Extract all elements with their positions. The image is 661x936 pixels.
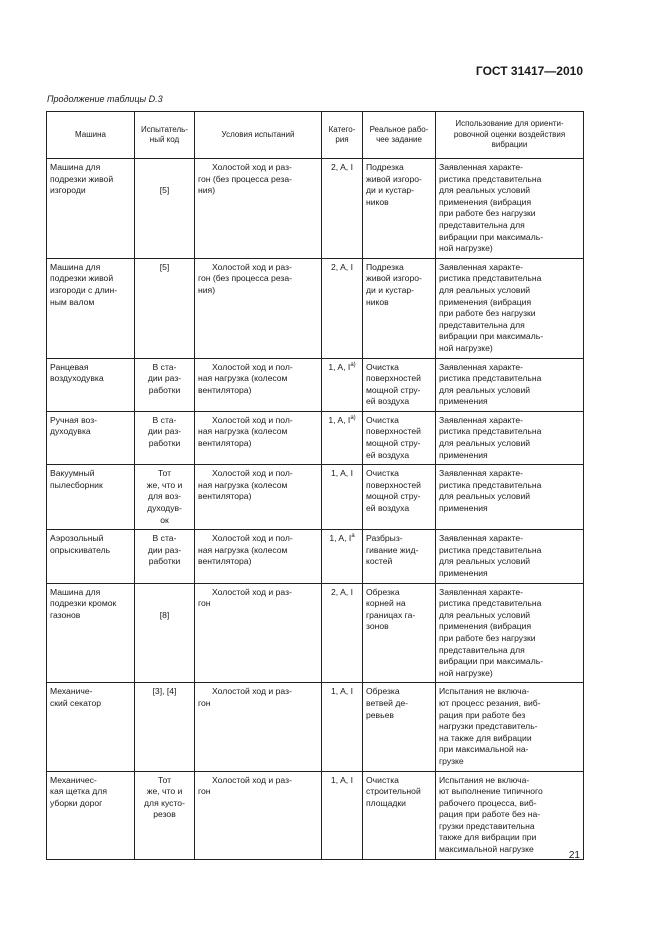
cell-category (322, 465, 363, 530)
cell-test-conditions: Холостой ход и раз- гон (без процесса реза- ния) (195, 258, 322, 358)
table-row (47, 258, 584, 358)
cell-machine: Машина для подрезки кромок газонов (47, 583, 135, 683)
category-footnote: a (351, 533, 355, 540)
cell-test-code: [5] (135, 159, 195, 259)
cell-real-task: Обрезка ветвей де- ревьев (363, 683, 436, 771)
cell-vibration-use: Испытания не включа- ют процесс резания, виб- рация при работе без нагрузки представитель- на также для вибрации при максимальной на- грузке (436, 683, 584, 771)
cell-vibration-use: Заявленная характе- ристика представительна для реальных условий применения (436, 465, 584, 530)
cell-test-conditions: Холостой ход и раз- гон (195, 683, 322, 771)
cell-test-conditions: Холостой ход и раз- гон (195, 583, 322, 683)
vibration-table (46, 111, 584, 860)
cell-test-code: В ста- дии раз- работки (135, 411, 195, 464)
category-footnote: a) (350, 415, 356, 422)
category-value: 1, A, I (329, 533, 352, 544)
cell-machine: Механичес- кая щетка для уборки дорог (47, 771, 135, 859)
cell-vibration-use: Заявленная характе- ристика представительна для реальных условий применения (вибрация при работе без нагрузки представительна для вибрации при максималь- ной нагрузке) (436, 583, 584, 683)
cell-machine: Аэрозольный опрыскиватель (47, 530, 135, 583)
table-header-row (47, 112, 584, 159)
cell-machine: Ранцевая воздуходувка (47, 358, 135, 411)
cell-vibration-use: Заявленная характе- ристика представительна для реальных условий применения (вибрация при работе без нагрузки представительна для вибрации при максималь- ной нагрузке) (436, 159, 584, 259)
cell-test-conditions: Холостой ход и пол- ная нагрузка (колесом вентилятора) (195, 465, 322, 530)
table-row (47, 358, 584, 411)
cell-test-conditions: Холостой ход и раз- гон (195, 771, 322, 859)
cell-real-task: Очистка поверхностей мощной стру- ей воздуха (363, 411, 436, 464)
cell-real-task: Подрезка живой изгоро- ди и кустар- ников (363, 258, 436, 358)
category-footnote: a) (350, 361, 356, 368)
column-header-test-conditions: Условия испытаний (195, 112, 322, 159)
cell-test-conditions: Холостой ход и пол- ная нагрузка (колесом вентилятора) (195, 358, 322, 411)
table-row (47, 411, 584, 464)
cell-category (322, 683, 363, 771)
table-row (47, 159, 584, 259)
cell-machine: Ручная воз- духодувка (47, 411, 135, 464)
category-value: 1, A, I (331, 468, 353, 479)
cell-category (322, 411, 363, 464)
cell-category (322, 771, 363, 859)
cell-test-code: [3], [4] (135, 683, 195, 771)
cell-real-task: Очистка поверхностей мощной стру- ей воздуха (363, 465, 436, 530)
cell-category (322, 530, 363, 583)
category-value: 1, A, I (328, 361, 351, 372)
category-value: 2, A, I (331, 261, 353, 272)
cell-test-code: [5] (135, 258, 195, 358)
table-row (47, 583, 584, 683)
column-header-test-code: Испытатель- ный код (135, 112, 195, 159)
table-row (47, 771, 584, 859)
page-number: 21 (568, 850, 580, 861)
cell-vibration-use: Заявленная характе- ристика представительна для реальных условий применения (436, 411, 584, 464)
category-value: 1, A, I (331, 686, 353, 697)
cell-category (322, 258, 363, 358)
standard-code: ГОСТ 31417—2010 (475, 64, 583, 78)
category-value: 2, A, I (331, 586, 353, 597)
cell-test-conditions: Холостой ход и пол- ная нагрузка (колесом вентилятора) (195, 530, 322, 583)
cell-test-code: В ста- дии раз- работки (135, 358, 195, 411)
cell-real-task: Подрезка живой изгоро- ди и кустар- ников (363, 159, 436, 259)
cell-vibration-use: Испытания не включа- ют выполнение типичного рабочего процесса, виб- рация при работе без на- грузки представительна также для вибрации при максимальной нагрузке (436, 771, 584, 859)
cell-test-code: Тот же, что и для воз- духодув- ок (135, 465, 195, 530)
table-row (47, 683, 584, 771)
column-header-vibration-use: Использование для ориенти- ровочной оценки воздействия вибрации (436, 112, 584, 159)
cell-vibration-use: Заявленная характе- ристика представительна для реальных условий применения (436, 358, 584, 411)
table-row (47, 465, 584, 530)
cell-vibration-use: Заявленная характе- ристика представительна для реальных условий применения (вибрация при работе без нагрузки представительна для вибрации при максималь- ной нагрузке) (436, 258, 584, 358)
category-value: 1, A, I (328, 414, 351, 425)
column-header-real-task: Реальное рабо- чее задание (363, 112, 436, 159)
category-value: 2, A, I (331, 162, 353, 172)
column-header-machine: Машина (47, 112, 135, 159)
cell-test-code: Тот же, что и для кусто- резов (135, 771, 195, 859)
cell-test-conditions: Холостой ход и пол- ная нагрузка (колесом вентилятора) (195, 411, 322, 464)
cell-test-code: В ста- дии раз- работки (135, 530, 195, 583)
category-value: 1, A, I (331, 774, 353, 785)
cell-real-task: Разбрыз- гивание жид- костей (363, 530, 436, 583)
cell-real-task: Очистка поверхностей мощной стру- ей воздуха (363, 358, 436, 411)
cell-machine: Машина для подрезки живой изгороди с длин- ным валом (47, 258, 135, 358)
cell-machine: Машина для подрезки живой изгороди (47, 159, 135, 259)
cell-vibration-use: Заявленная характе- ристика представительна для реальных условий применения (436, 530, 584, 583)
column-header-category: Катего- рия (322, 112, 363, 159)
cell-real-task: Обрезка корней на границах га- зонов (363, 583, 436, 683)
table-row (47, 530, 584, 583)
cell-category (322, 583, 363, 683)
cell-test-conditions: Холостой ход и раз- гон (без процесса реза- ния) (195, 159, 322, 259)
cell-category (322, 358, 363, 411)
cell-machine: Вакуумный пылесборник (47, 465, 135, 530)
table-caption: Продолжение таблицы D.3 (47, 94, 163, 104)
cell-machine: Механиче- ский секатор (47, 683, 135, 771)
cell-test-code: [8] (135, 583, 195, 683)
cell-category (322, 159, 363, 259)
cell-real-task: Очистка строительной площадки (363, 771, 436, 859)
